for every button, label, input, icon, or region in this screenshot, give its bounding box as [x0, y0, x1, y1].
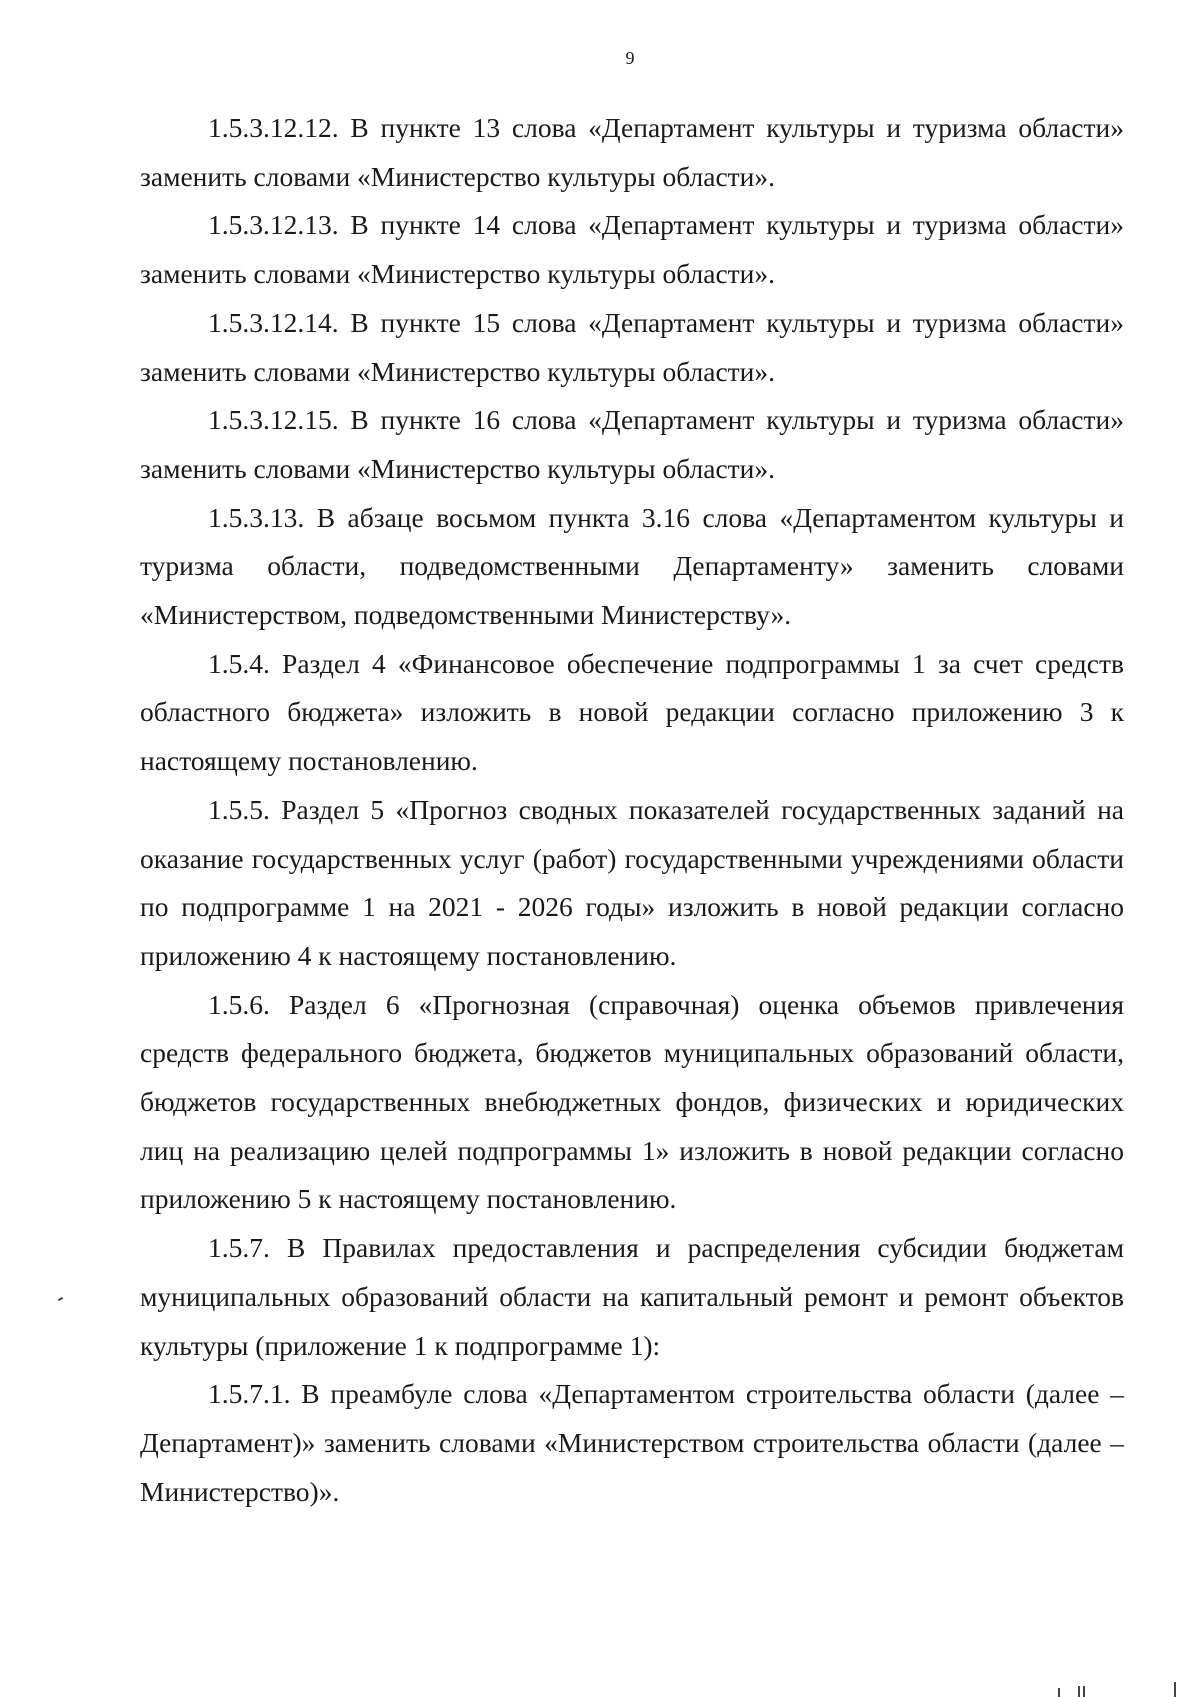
paragraph-1-5-4: 1.5.4. Раздел 4 «Финансовое обеспечение подпрограммы 1 за счет средств областного бюджета» изложить в новой редакции согласно приложению 3 к настоящему постановлению.: [140, 647, 1124, 777]
paragraph-1-5-3-12-15: 1.5.3.12.15. В пункте 16 слова «Департамент культуры и туризма области» заменить словами «Министерство культуры области».: [140, 404, 1124, 484]
paragraph-1-5-5: 1.5.5. Раздел 5 «Прогноз сводных показателей государственных заданий на оказание государственных услуг (работ) государственными учреждениями области по подпрограмме 1 на 2021 - 2026 годы» изложить в новой редакции согласно приложению 4 к настоящему постановлению.: [140, 793, 1124, 971]
paragraph-1-5-6: 1.5.6. Раздел 6 «Прогнозная (справочная) оценка объемов привлечения средств федерального бюджета, бюджетов муниципальных образований области, бюджетов государственных внебюджетных фондов, физических и юридических лиц на реализацию целей подпрограммы 1» изложить в новой редакции согласно приложению 5 к настоящему постановлению.: [140, 988, 1124, 1215]
paragraph-1-5-3-13: 1.5.3.13. В абзаце восьмом пункта 3.16 слова «Департаментом культуры и туризма области, подведомственными Департаменту» заменить словами «Министерством, подведомственными Министерству».: [140, 501, 1124, 631]
scan-speck: [58, 1297, 63, 1301]
scan-edge-mark: [1078, 1686, 1080, 1697]
paragraph-1-5-7-1: 1.5.7.1. В преамбуле слова «Департаментом строительства области (далее – Департамент)» заменить словами «Министерством строительства области (далее – Министерство)».: [140, 1378, 1124, 1507]
scan-edge-mark: [1083, 1686, 1085, 1697]
paragraph-1-5-7: 1.5.7. В Правилах предоставления и распределения субсидии бюджетам муниципальных образований области на капитальный ремонт и ремонт объектов культуры (приложение 1 к подпрограмме 1):: [140, 1232, 1124, 1361]
paragraph-1-5-3-12-12: 1.5.3.12.12. В пункте 13 слова «Департамент культуры и туризма области» заменить словами «Министерство культуры области».: [140, 112, 1124, 192]
paragraph-1-5-3-12-13: 1.5.3.12.13. В пункте 14 слова «Департамент культуры и туризма области» заменить словами «Министерство культуры области».: [140, 209, 1124, 290]
paragraph-1-5-3-12-14: 1.5.3.12.14. В пункте 15 слова «Департамент культуры и туризма области» заменить словами «Министерство культуры области».: [140, 306, 1124, 387]
page-number: 9: [625, 48, 635, 68]
scan-edge-mark: [1174, 1682, 1176, 1697]
scan-edge-mark: [1058, 1688, 1060, 1697]
document-body: [140, 104, 1124, 1516]
